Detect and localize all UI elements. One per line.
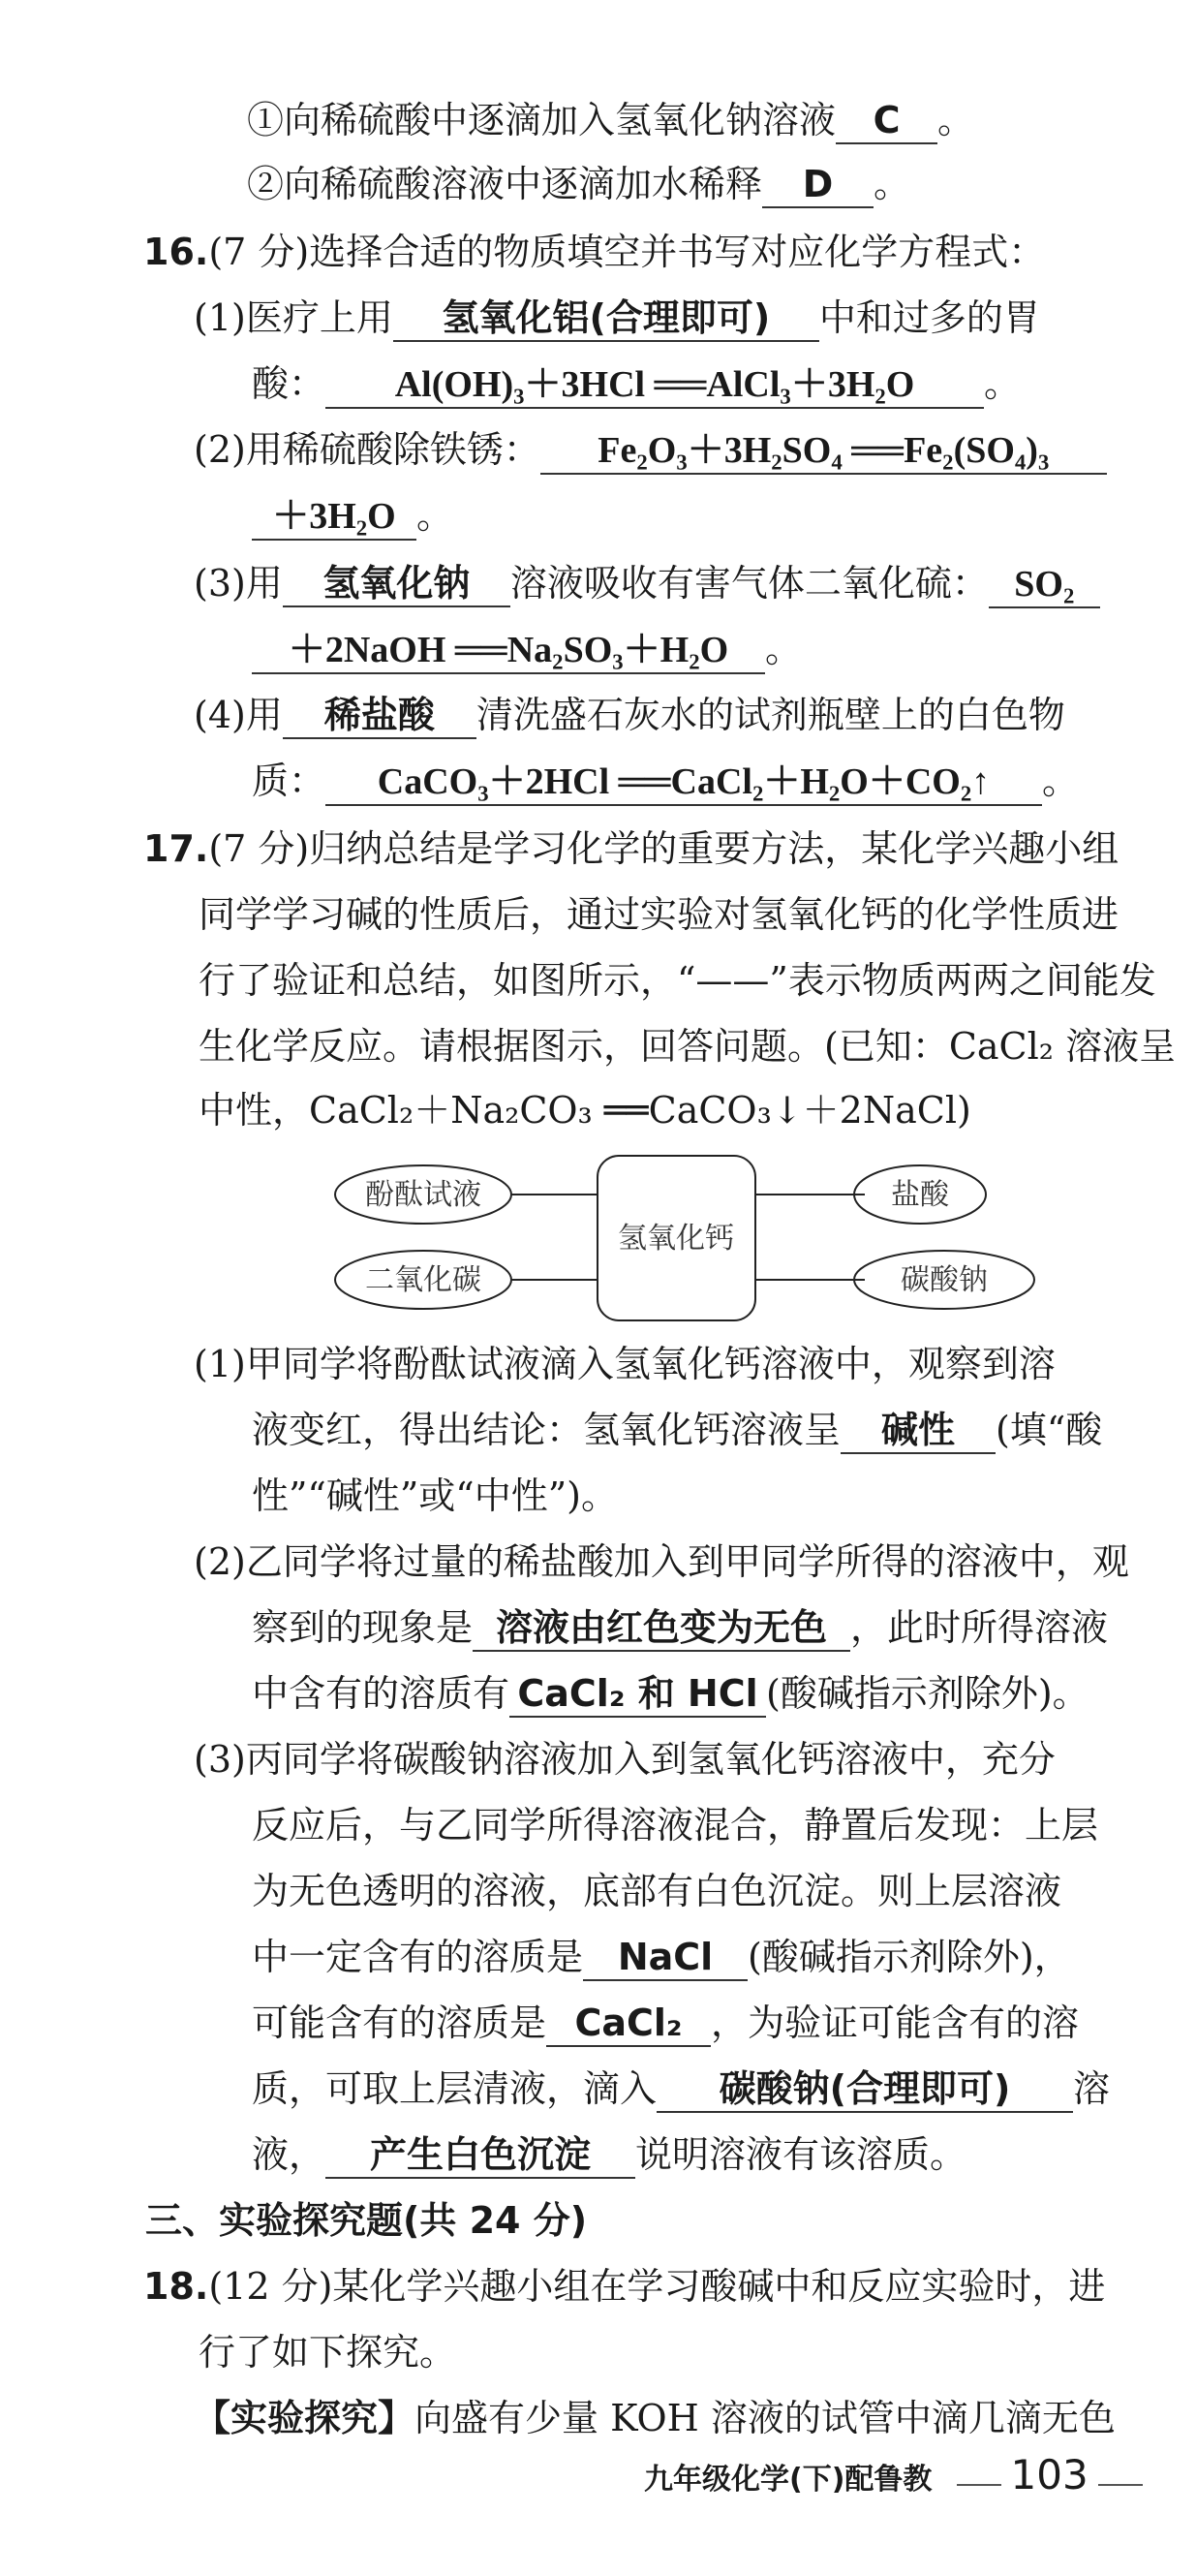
q17-stem-3: 行了验证和总结，如图所示，“——”表示物质两两之间能发	[199, 959, 1156, 1002]
q16-part-1: (1)医疗上用 氢氧化铝(合理即可) 中和过多的胃	[194, 291, 1040, 345]
answer-blank: CaCl₂	[546, 2001, 711, 2047]
answer-blank: 氢氧化铝(合理即可)	[393, 295, 819, 342]
answer-blank: C	[836, 98, 937, 144]
equation-blank: SO₂	[989, 562, 1100, 608]
q17-part-1-l3: 性”“碱性”或“中性”)。	[252, 1474, 618, 1517]
q17-part-1-l1: (1)甲同学将酚酞试液滴入氢氧化钙溶液中，观察到溶	[194, 1343, 1056, 1385]
q16-part-1-equation: 酸： Al(OH)₃＋3HCl ══AlCl₃＋3H₂O 。	[252, 357, 1021, 411]
q18-l1: 18.(12 分)某化学兴趣小组在学习酸碱中和反应实验时，进	[143, 2265, 1106, 2308]
answer-blank: CaCl₂ 和 HCl	[509, 1671, 766, 1718]
q16-part-3-cont: ＋2NaOH ══Na₂SO₃＋H₂O 。	[252, 622, 802, 676]
q15-item-1: ①向稀硫酸中逐滴加入氢氧化钠溶液 C 。	[247, 93, 974, 147]
experiment-tag: 【实验探究】	[194, 2397, 415, 2439]
equation-blank: ＋2NaOH ══Na₂SO₃＋H₂O	[252, 628, 765, 674]
q17-part-3-l3: 为无色透明的溶液，底部有白色沉淀。则上层溶液	[252, 1870, 1062, 1912]
equation-blank: Al(OH)₃＋3HCl ══AlCl₃＋3H₂O	[325, 362, 984, 409]
q15-item-2: ②向稀硫酸溶液中逐滴加水稀释 D 。	[247, 157, 910, 211]
footer-rule-right	[1098, 2484, 1143, 2486]
section-title: 三、实验探究题(共 24 分)	[145, 2199, 588, 2242]
q17-part-3-l1: (3)丙同学将碳酸钠溶液加入到氢氧化钙溶液中，充分	[194, 1738, 1056, 1781]
q16-part-2: (2)用稀硫酸除铁锈： Fe₂O₃＋3H₂SO₄ ══Fe₂(SO₄)₃	[194, 422, 1107, 477]
reaction-diagram-right	[852, 1148, 1143, 1332]
q17-stem-2: 同学学习碱的性质后，通过实验对氢氧化钙的化学性质进	[199, 893, 1119, 936]
equation-blank: Fe₂O₃＋3H₂SO₄ ══Fe₂(SO₄)₃	[540, 428, 1107, 475]
q16-part-4: (4)用 稀盐酸 清洗盛石灰水的试剂瓶壁上的白色物	[194, 688, 1065, 742]
q17-part-2-l3: 中含有的溶质有 CaCl₂ 和 HCl (酸碱指示剂除外)。	[252, 1666, 1089, 1721]
reaction-diagram	[334, 1148, 867, 1332]
q17-part-3-l4: 中一定含有的溶质是 NaCl (酸碱指示剂除外)，	[252, 1930, 1071, 1984]
q18-l3: 【实验探究】向盛有少量 KOH 溶液的试管中滴几滴无色	[194, 2397, 1116, 2439]
answer-blank: 产生白色沉淀	[325, 2132, 635, 2179]
page-number: 103	[1010, 2451, 1089, 2498]
right-top-label: 盐酸	[891, 1178, 949, 1212]
q18-l2: 行了如下探究。	[199, 2331, 457, 2374]
q16-part-3: (3)用 氢氧化钠 溶液吸收有害气体二氧化硫： SO₂	[194, 556, 1100, 610]
footer-rule-left	[957, 2484, 1001, 2486]
answer-blank: 稀盐酸	[283, 693, 476, 739]
page-footer	[644, 2451, 1143, 2498]
q17-stem-4: 生化学反应。请根据图示，回答问题。(已知：CaCl₂ 溶液呈	[199, 1025, 1177, 1068]
q16-part-4-equation: 质： CaCO₃＋2HCl ══CaCl₂＋H₂O＋CO₂↑ 。	[252, 754, 1079, 808]
equation-blank: CaCO₃＋2HCl ══CaCl₂＋H₂O＋CO₂↑	[325, 760, 1042, 806]
answer-blank: 碱性	[841, 1408, 996, 1454]
answer-blank: 溶液由红色变为无色	[473, 1605, 850, 1652]
q17-stem-5: 中性，CaCl₂＋Na₂CO₃ ══CaCO₃↓＋2NaCl)	[199, 1089, 971, 1132]
q17-part-1-l2: 液变红，得出结论：氢氧化钙溶液呈 碱性 (填“酸	[252, 1403, 1102, 1457]
answer-blank: NaCl	[583, 1935, 748, 1981]
q17-part-2-l1: (2)乙同学将过量的稀盐酸加入到甲同学所得的溶液中，观	[194, 1540, 1129, 1583]
center-label: 氢氧化钙	[618, 1222, 734, 1256]
left-top-label: 酚酞试液	[365, 1178, 481, 1212]
equation-blank: ＋3H₂O	[252, 494, 416, 541]
q16-part-2-cont: ＋3H₂O 。	[252, 488, 453, 543]
right-bottom-label: 碳酸钠	[901, 1263, 988, 1297]
q17-part-3-l5: 可能含有的溶质是 CaCl₂ ，为验证可能含有的溶	[252, 1996, 1079, 2050]
q16-stem: 16.(7 分)选择合适的物质填空并书写对应化学方程式：	[143, 231, 1046, 273]
q17-part-2-l2: 察到的现象是 溶液由红色变为无色 ，此时所得溶液	[252, 1600, 1108, 1655]
answer-blank: D	[762, 162, 874, 208]
left-bottom-label: 二氧化碳	[365, 1263, 481, 1297]
q17-part-3-l2: 反应后，与乙同学所得溶液混合，静置后发现：上层	[252, 1804, 1099, 1847]
answer-blank: 碳酸钠(合理即可)	[657, 2066, 1073, 2113]
book-title: 九年级化学(下)配鲁教	[644, 2463, 933, 2497]
q17-part-3-l7: 液， 产生白色沉淀 说明溶液有该溶质。	[252, 2127, 966, 2182]
q17-part-3-l6: 质，可取上层清液，滴入 碳酸钠(合理即可) 溶	[252, 2062, 1110, 2116]
q17-stem-1: 17.(7 分)归纳总结是学习化学的重要方法，某化学兴趣小组	[143, 827, 1119, 870]
answer-blank: 氢氧化钠	[283, 561, 510, 607]
